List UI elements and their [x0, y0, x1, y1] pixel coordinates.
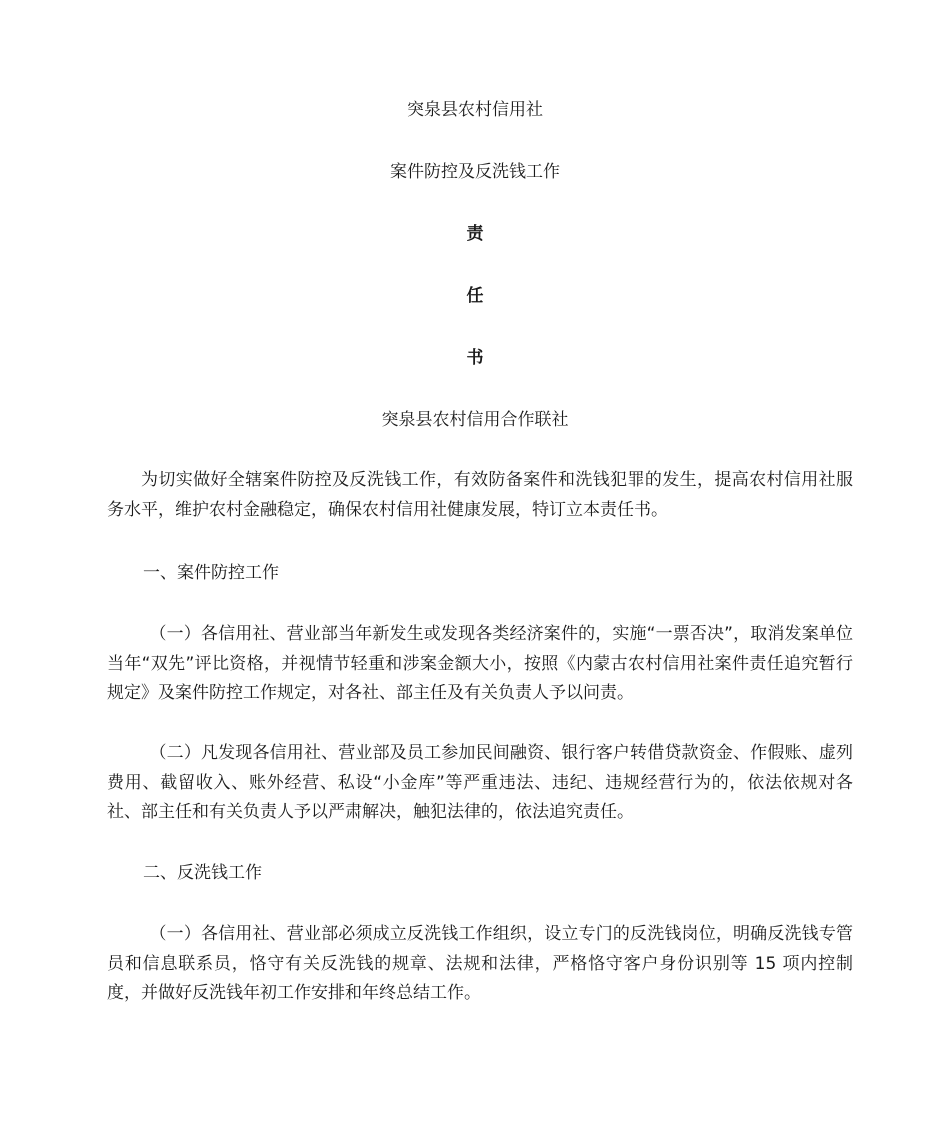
title-char-2: 任 — [466, 286, 484, 306]
document-subject: 案件防控及反洗钱工作 — [390, 162, 560, 182]
section-1-item-1: （一）各信用社、营业部当年新发生或发现各类经济案件的，实施“一票否决”，取消发案单位当年“双先”评比资格，并视情节轻重和涉案金额大小，按照《内蒙古农村信用社案件责任追究暂行规定》及案件防控工作规定，对各社、部主任及有关负责人予以问责。 — [107, 624, 853, 703]
section-2-heading: 二、反洗钱工作 — [143, 863, 262, 883]
title-char-3: 书 — [466, 348, 484, 368]
intro-paragraph: 为切实做好全辖案件防控及反洗钱工作，有效防备案件和洗钱犯罪的发生，提高农村信用社服务水平，维护农村金融稳定，确保农村信用社健康发展，特订立本责任书。 — [107, 470, 853, 520]
section-1-heading: 一、案件防控工作 — [143, 563, 279, 583]
title-char-1: 责 — [466, 224, 484, 244]
section-2-item-1: （一）各信用社、营业部必须成立反洗钱工作组织，设立专门的反洗钱岗位，明确反洗钱专管员和信息联系员，恪守有关反洗钱的规章、法规和法律，严格恪守客户身份识别等 15 项内控制度，并做好反洗钱年初工作安排和年终总结工作。 — [107, 924, 853, 1003]
section-1-item-2: （二）凡发现各信用社、营业部及员工参加民间融资、银行客户转借贷款资金、作假账、虚列费用、截留收入、账外经营、私设“小金库”等严重违法、违纪、违规经营行为的，依法依规对各社、部主任和有关负责人予以严肃解决，触犯法律的，依法追究责任。 — [107, 743, 853, 822]
org-name: 突泉县农村信用社 — [407, 100, 543, 120]
issuer-name: 突泉县农村信用合作联社 — [381, 410, 569, 430]
